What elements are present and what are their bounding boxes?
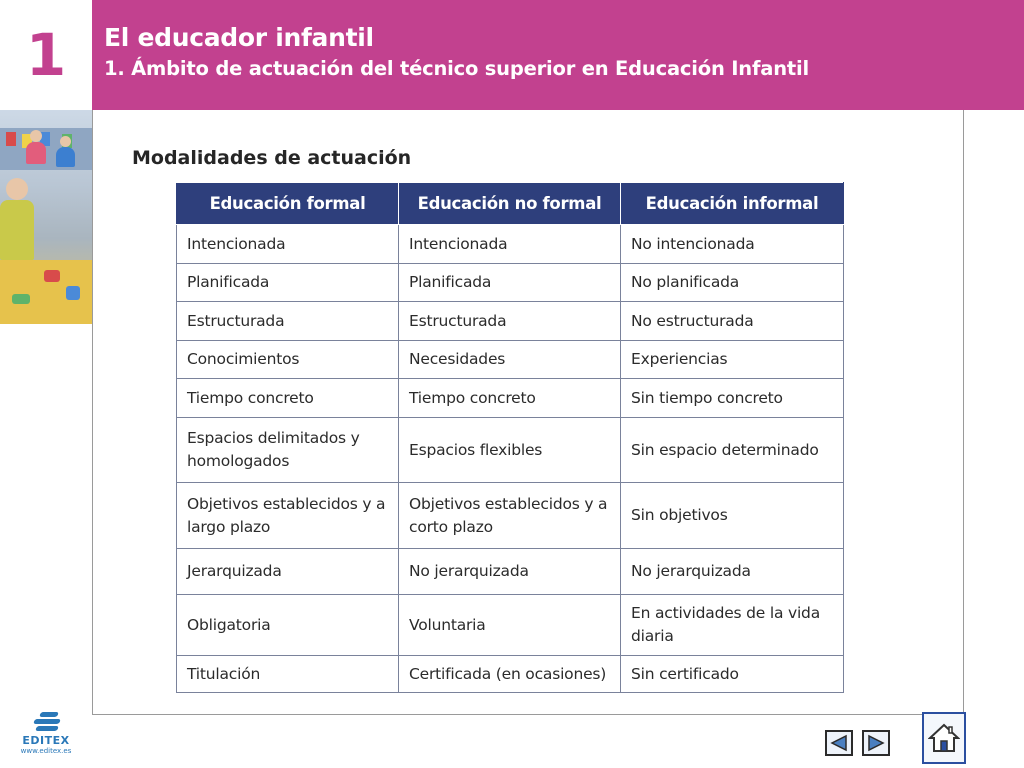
- table-cell: No intencionada: [621, 225, 844, 264]
- chapter-number: 1: [25, 21, 67, 89]
- table-cell: Tiempo concreto: [399, 379, 621, 418]
- photo-child-body: [26, 142, 46, 164]
- table-row: [177, 341, 844, 379]
- table-cell: Objetivos establecidos y a corto plazo: [399, 483, 621, 549]
- table-cell: Sin espacio determinado: [621, 418, 844, 483]
- classroom-photo: [0, 110, 92, 324]
- photo-child: [60, 136, 71, 147]
- table-cell: Conocimientos: [177, 341, 399, 379]
- table-cell: Obligatoria: [177, 595, 399, 656]
- table-cell: Necesidades: [399, 341, 621, 379]
- modalities-table: [176, 182, 844, 693]
- home-button[interactable]: [922, 712, 966, 764]
- table-cell: Planificada: [399, 264, 621, 302]
- table-row: [177, 225, 844, 264]
- next-slide-button[interactable]: [862, 730, 890, 756]
- table-cell: Espacios flexibles: [399, 418, 621, 483]
- table-cell: Certificada (en ocasiones): [399, 656, 621, 693]
- photo-teacher-body: [0, 200, 34, 260]
- house-icon: [928, 722, 960, 754]
- table-row: [177, 483, 844, 549]
- table-cell: Objetivos establecidos y a largo plazo: [177, 483, 399, 549]
- editex-logo-name: EDITEX: [22, 734, 70, 747]
- table-cell: En actividades de la vida diaria: [621, 595, 844, 656]
- table-cell: Voluntaria: [399, 595, 621, 656]
- previous-slide-button[interactable]: [825, 730, 853, 756]
- right-triangle-icon: [866, 734, 886, 752]
- table-cell: Espacios delimitados y homologados: [177, 418, 399, 483]
- left-triangle-icon: [829, 734, 849, 752]
- photo-toy: [12, 294, 30, 304]
- table-row: [177, 418, 844, 483]
- table-cell: Titulación: [177, 656, 399, 693]
- table-cell: No jerarquizada: [621, 549, 844, 595]
- table-header-row: [177, 183, 844, 225]
- table-row: [177, 549, 844, 595]
- table-cell: No jerarquizada: [399, 549, 621, 595]
- photo-teacher: [6, 178, 28, 200]
- table-cell: Intencionada: [399, 225, 621, 264]
- editex-logo-mark: [26, 710, 66, 732]
- header-informal: Educación informal: [621, 183, 844, 225]
- table-cell: Sin certificado: [621, 656, 844, 693]
- photo-child: [30, 130, 42, 142]
- header-band: [92, 0, 1024, 110]
- table-cell: Experiencias: [621, 341, 844, 379]
- header-no-formal: Educación no formal: [399, 183, 621, 225]
- photo-shelf-item: [6, 132, 16, 146]
- editex-logo-url: www.editex.es: [20, 747, 72, 755]
- table-row: [177, 656, 844, 693]
- table-cell: Sin objetivos: [621, 483, 844, 549]
- table-cell: Tiempo concreto: [177, 379, 399, 418]
- table-row: [177, 264, 844, 302]
- table-cell: Estructurada: [177, 302, 399, 341]
- section-title: Modalidades de actuación: [132, 147, 412, 169]
- table-cell: Jerarquizada: [177, 549, 399, 595]
- table-row: [177, 595, 844, 656]
- page-subtitle: 1. Ámbito de actuación del técnico superior en Educación Infantil: [104, 57, 809, 80]
- table-row: [177, 379, 844, 418]
- table-cell: Estructurada: [399, 302, 621, 341]
- table-cell: Intencionada: [177, 225, 399, 264]
- header-formal: Educación formal: [177, 183, 399, 225]
- table-row: [177, 302, 844, 341]
- table-cell: No planificada: [621, 264, 844, 302]
- editex-logo: [16, 710, 76, 760]
- photo-child-body: [56, 147, 75, 167]
- table-cell: Sin tiempo concreto: [621, 379, 844, 418]
- page-title: El educador infantil: [104, 23, 374, 52]
- table-cell: Planificada: [177, 264, 399, 302]
- photo-toy: [66, 286, 80, 300]
- table-cell: No estructurada: [621, 302, 844, 341]
- photo-toy: [44, 270, 60, 282]
